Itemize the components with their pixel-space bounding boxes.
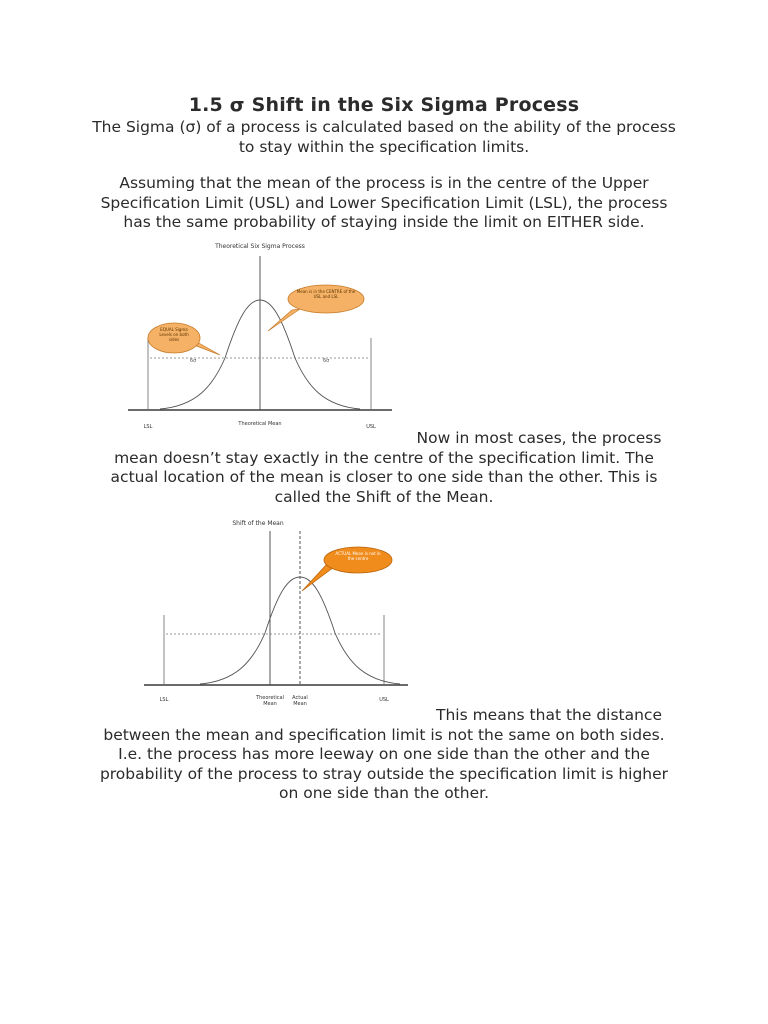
- figure2-theoretical-mean-label: Theoretical Mean: [256, 695, 284, 707]
- figure2-actual-mean-label: Actual Mean: [292, 695, 308, 707]
- shift-of-mean-figure: [140, 515, 415, 715]
- distance-paragraph: [90, 706, 678, 804]
- figure1-equal-callout-text: EQUAL Sigma Levels on both sides: [159, 327, 189, 342]
- figure2-usl-label: USL: [379, 697, 389, 703]
- shift-paragraph-text: Now in most cases, the process mean doesn’t stay exactly in the centre of the specification limit. The actual location of the mean is closer to one side than the other. This is called the Shift of the Mean.: [110, 429, 662, 506]
- figure2-actual-callout-text: ACTUAL Mean is not in the centre: [335, 551, 381, 561]
- figure1-right-span: 6σ: [323, 358, 330, 364]
- theoretical-process-figure: [120, 238, 405, 438]
- figure2-callout-pointer: [302, 565, 334, 591]
- figure1-center-callout-text: Mean is in the CENTRE of the USL and LSL: [296, 289, 356, 299]
- intro-paragraph: The Sigma (σ) of a process is calculated based on the ability of the process to stay within the specification limits.: [92, 118, 676, 156]
- figure1-left-span: 6σ: [190, 358, 197, 364]
- assumption-paragraph: Assuming that the mean of the process is in the centre of the Upper Specification Limit (USL) and Lower Specification Limit (LSL), the process has the same probability of staying inside the limit on EITHER side.: [100, 174, 668, 231]
- shift-paragraph: [90, 429, 678, 507]
- figure2-lsl-label: LSL: [159, 697, 169, 703]
- figure1-title: Theoretical Six Sigma Process: [215, 243, 305, 250]
- figure1-usl-label: USL: [366, 424, 376, 430]
- page-title: 1.5 σ Shift in the Six Sigma Process: [188, 94, 580, 116]
- figure1-mean-label: Theoretical Mean: [238, 421, 282, 427]
- figure2-title: Shift of the Mean: [232, 520, 284, 527]
- distance-paragraph-text: This means that the distance between the mean and specification limit is not the same on both sides. I.e. the process has more leeway on one side than the other and the probability of the process to stray outside the specification limit is higher on one side than the other.: [99, 706, 669, 802]
- figure1-lsl-label: LSL: [143, 424, 153, 430]
